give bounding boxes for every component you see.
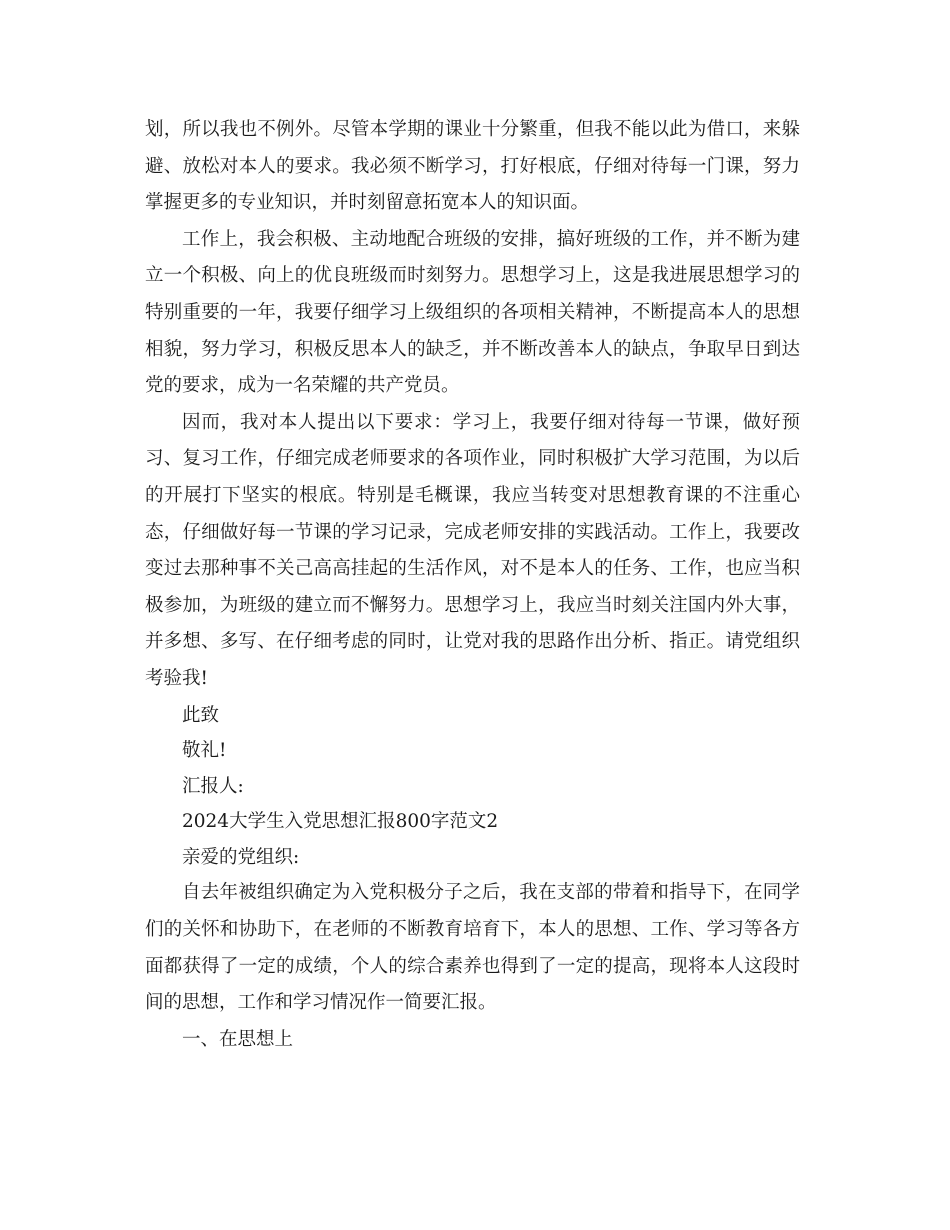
section-title: 2024大学生入党思想汇报800字范文2 xyxy=(182,811,499,833)
subheading-thought: 一、在思想上 xyxy=(182,1028,294,1050)
reporter-label: 汇报人: xyxy=(182,775,244,797)
paragraph-requirements: 因而，我对本人提出以下要求：学习上，我要仔细对待每一节课，做好预习、复习工作，仔细完成老师要求的各项作业，同时积极扩大学习范围，为以后的开展打下坚实的根底。特别是毛概课，我应当转变对思想教育课的不注重心态，仔细做好每一节课的学习记录，完成老师安排的实践活动。工作上，我要改变过去那种事不关己高高挂起的生活作风，对不是本人的任务、工作，也应当积极参加，为班级的建立而不懈努力。思想学习上，我应当时刻关注国内外大事，并多想、多写、在仔细考虑的同时，让党对我的思路作出分析、指正。请党组织考验我! xyxy=(145,411,800,689)
document-body xyxy=(145,112,800,1057)
paragraph-continuation: 划，所以我也不例外。尽管本学期的课业十分繁重，但我不能以此为借口，来躲避、放松对本人的要求。我必须不断学习，打好根底，仔细对待每一门课，努力掌握更多的专业知识，并时刻留意拓宽本人的知识面。 xyxy=(145,119,800,214)
greeting: 亲爱的党组织: xyxy=(182,846,300,868)
closing-regards: 敬礼! xyxy=(182,740,227,762)
paragraph-work: 工作上，我会积极、主动地配合班级的安排，搞好班级的工作，并不断为建立一个积极、向上的优良班级而时刻努力。思想学习上，这是我进展思想学习的特别重要的一年，我要仔细学习上级组织的各项相关精神，不断提高本人的思想相貌，努力学习，积极反思本人的缺乏，并不断改善本人的缺点，争取早日到达党的要求，成为一名荣耀的共产党员。 xyxy=(145,228,800,397)
closing-salutation: 此致 xyxy=(182,704,220,726)
paragraph-intro: 自去年被组织确定为入党积极分子之后，我在支部的带着和指导下，在同学们的关怀和协助下，在老师的不断教育培育下，本人的思想、工作、学习等各方面都获得了一定的成绩，个人的综合素养也得到了一定的提高，现将本人这段时间的思想，工作和学习情况作一简要汇报。 xyxy=(145,882,800,1014)
